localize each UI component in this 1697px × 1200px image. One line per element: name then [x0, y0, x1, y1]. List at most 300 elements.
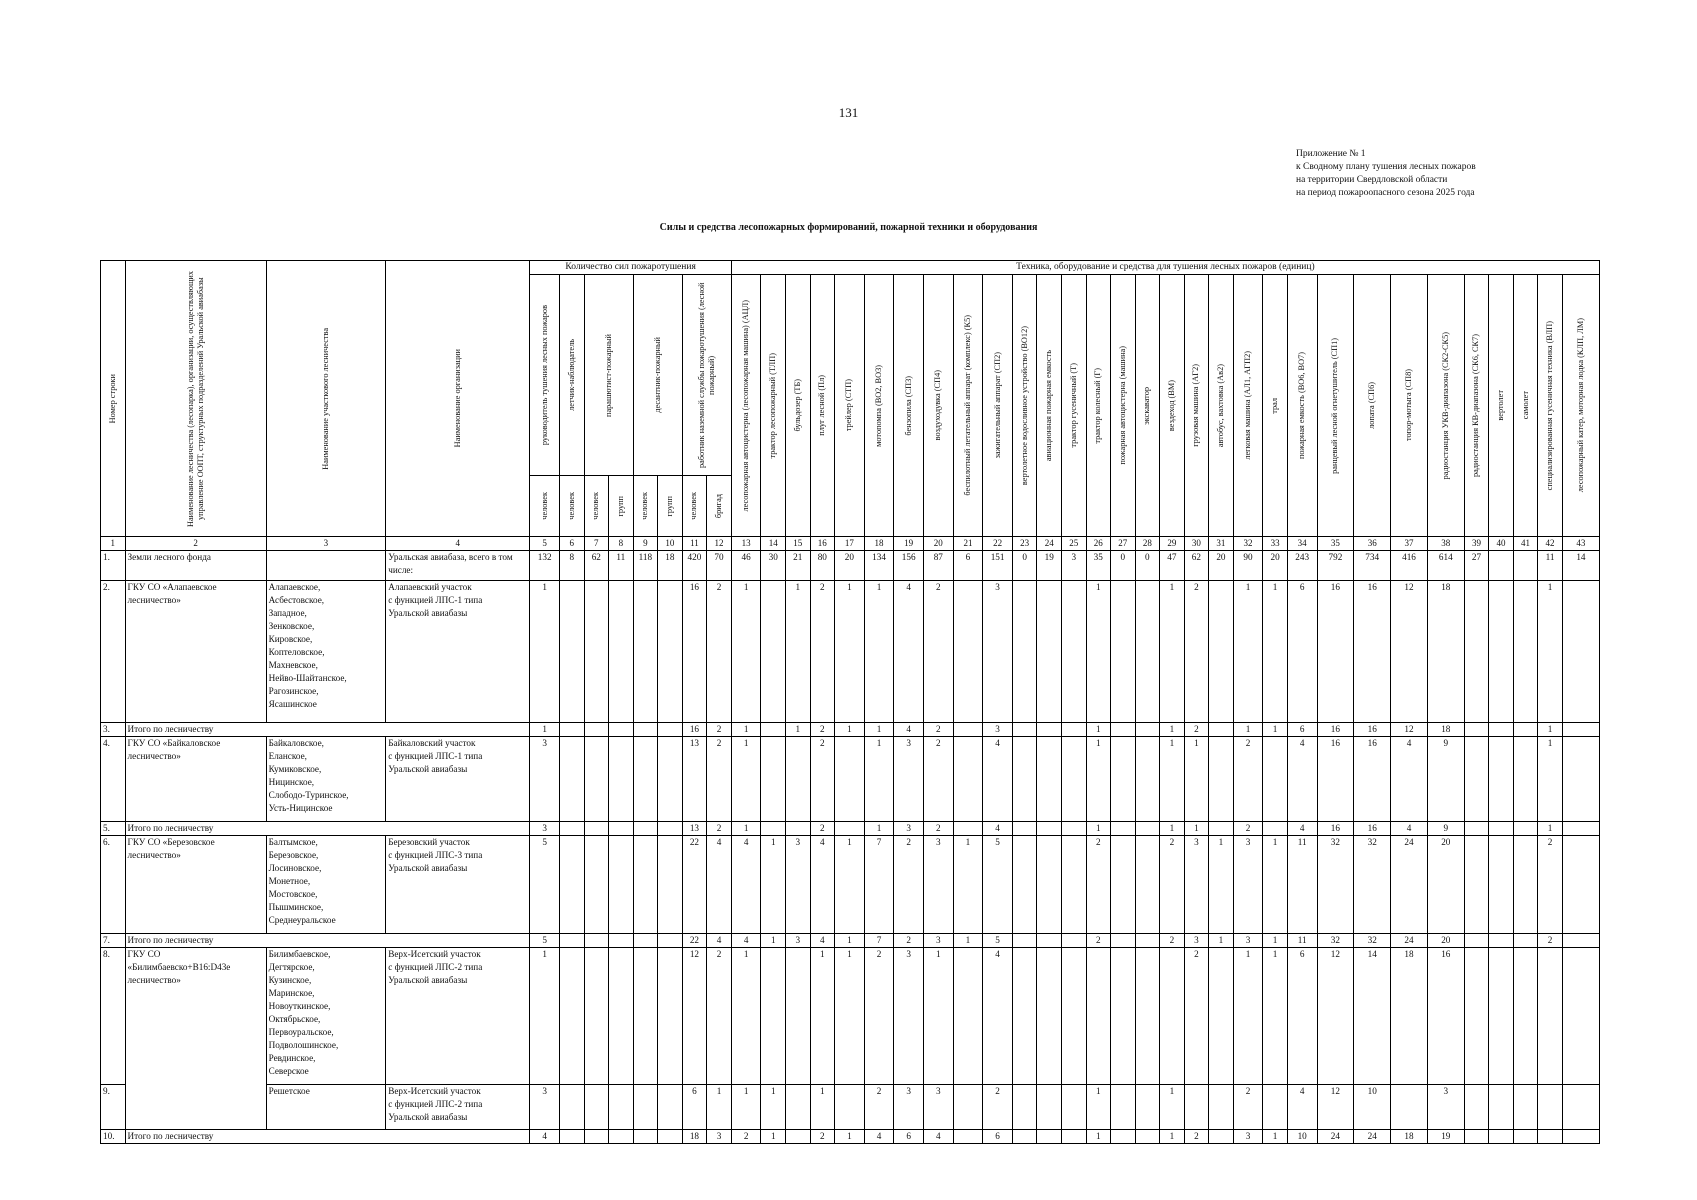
- value-cell: [1538, 948, 1563, 1085]
- column-index: 22: [983, 537, 1013, 551]
- header-unit: [682, 476, 707, 537]
- column-index: 9: [633, 537, 658, 551]
- value-cell: 1: [1209, 836, 1234, 934]
- value-cell: [786, 822, 811, 836]
- value-cell: [1562, 1130, 1599, 1144]
- value-cell: 1: [1538, 581, 1563, 723]
- value-cell: [1012, 1085, 1037, 1130]
- column-index: 34: [1287, 537, 1317, 551]
- value-cell: 2: [864, 1085, 894, 1130]
- value-cell: [609, 948, 634, 1085]
- value-cell: 16: [1317, 822, 1354, 836]
- value-cell: 13: [682, 822, 707, 836]
- value-cell: 16: [1317, 581, 1354, 723]
- value-cell: 3: [786, 934, 811, 948]
- value-cell: [1209, 581, 1234, 723]
- value-cell: 1: [1086, 822, 1111, 836]
- header-text: зажигательный аппарат (СП2): [992, 352, 1002, 459]
- value-cell: [1538, 1130, 1563, 1144]
- column-index: 11: [682, 537, 707, 551]
- header-unit: [560, 476, 585, 537]
- total-row: [101, 723, 1600, 737]
- column-index: 32: [1233, 537, 1263, 551]
- header-text: бригад: [714, 493, 723, 519]
- value-cell: 3: [1233, 934, 1263, 948]
- value-cell: 1: [835, 723, 865, 737]
- value-cell: 13: [682, 737, 707, 822]
- value-cell: 4: [707, 836, 732, 934]
- value-cell: 7: [864, 836, 894, 934]
- total-row: [101, 934, 1600, 948]
- value-cell: [953, 1085, 983, 1130]
- header-row: [101, 261, 1600, 275]
- value-cell: 6: [894, 1130, 924, 1144]
- value-cell: [1464, 934, 1489, 948]
- value-cell: 2: [810, 737, 835, 822]
- value-cell: [560, 723, 585, 737]
- value-cell: [1012, 723, 1037, 737]
- district-name: [266, 551, 386, 581]
- column-index: 12: [707, 537, 732, 551]
- column-index: 25: [1061, 537, 1086, 551]
- appendix-line: к Сводному плану тушения лесных пожаров: [1296, 162, 1476, 172]
- value-cell: 4: [864, 1130, 894, 1144]
- row-number: 8.: [101, 948, 126, 1085]
- header-organization: [386, 261, 530, 537]
- value-cell: [1037, 581, 1062, 723]
- value-cell: 156: [894, 551, 924, 581]
- header-unit: [633, 476, 658, 537]
- value-cell: [1135, 822, 1160, 836]
- value-cell: 1: [810, 1085, 835, 1130]
- value-cell: [1513, 551, 1538, 581]
- header-text: руководитель тушения лесных пожаров: [539, 304, 549, 446]
- header-text: бульдозер (ТБ): [792, 379, 802, 432]
- value-cell: [560, 1085, 585, 1130]
- district-name: Алапаевское, Асбестовское, Западное, Зенковское, Кировское, Коптеловское, Махневское, Нейво-Шайтанское, Рагозинское, Ясашинское: [266, 581, 386, 723]
- value-cell: 1: [1160, 1085, 1185, 1130]
- value-cell: [761, 581, 786, 723]
- column-index: 13: [731, 537, 761, 551]
- value-cell: 6: [1287, 723, 1317, 737]
- value-cell: 3: [786, 836, 811, 934]
- value-cell: 4: [894, 581, 924, 723]
- value-cell: 32: [1317, 934, 1354, 948]
- value-cell: 9: [1427, 737, 1464, 822]
- value-cell: [1061, 723, 1086, 737]
- value-cell: 2: [1233, 822, 1263, 836]
- column-index: 20: [923, 537, 953, 551]
- row-number: 9.: [101, 1085, 126, 1130]
- value-cell: [609, 1130, 634, 1144]
- value-cell: 2: [810, 822, 835, 836]
- value-cell: [584, 737, 609, 822]
- value-cell: [1111, 581, 1136, 723]
- value-cell: 32: [1354, 934, 1391, 948]
- value-cell: [1135, 836, 1160, 934]
- value-cell: 4: [1287, 737, 1317, 822]
- value-cell: [1513, 836, 1538, 934]
- header-equipment-13: [1061, 275, 1086, 537]
- header-text: топор-мотыга (СП8): [1403, 369, 1413, 442]
- value-cell: [1263, 822, 1288, 836]
- value-cell: 1: [1086, 737, 1111, 822]
- value-cell: 243: [1287, 551, 1317, 581]
- header-text: трактор гусеничный (Т): [1068, 363, 1078, 448]
- district-name: Билимбаевское, Дегтярское, Кузинское, Маринское, Новоуткинское, Октябрьское, Первоуральское, Подволошинское, Ревдинское, Северское: [266, 948, 386, 1085]
- value-cell: [1160, 948, 1185, 1085]
- value-cell: 20: [835, 551, 865, 581]
- value-cell: 6: [1287, 948, 1317, 1085]
- value-cell: [1135, 723, 1160, 737]
- value-cell: 3: [530, 737, 560, 822]
- value-cell: [1562, 934, 1599, 948]
- value-cell: 2: [810, 581, 835, 723]
- value-cell: 2: [894, 934, 924, 948]
- header-text: пожарная емкость (ВО6, ВО7): [1297, 351, 1307, 460]
- value-cell: 2: [731, 1130, 761, 1144]
- total-row: [101, 822, 1600, 836]
- value-cell: [1489, 737, 1514, 822]
- value-cell: [786, 1130, 811, 1144]
- value-cell: 3: [894, 822, 924, 836]
- header-forces-group: Количество сил пожаротушения: [530, 261, 731, 275]
- value-cell: [761, 948, 786, 1085]
- value-cell: 1: [731, 948, 761, 1085]
- value-cell: [1489, 836, 1514, 934]
- header-equipment-22: [1287, 275, 1317, 537]
- organization-name: Уральская авиабаза, всего в том числе:: [386, 551, 530, 581]
- header-text: трейлер (СТП): [844, 379, 854, 432]
- value-cell: 1: [530, 723, 560, 737]
- header-equipment-17: [1160, 275, 1185, 537]
- value-cell: [1135, 934, 1160, 948]
- column-index: 33: [1263, 537, 1288, 551]
- value-cell: [1209, 948, 1234, 1085]
- value-cell: [633, 822, 658, 836]
- value-cell: [1111, 723, 1136, 737]
- value-cell: 6: [983, 1130, 1013, 1144]
- header-text: Наименование участкового лесничества: [320, 327, 330, 470]
- header-text: мотопомпа (ВО2, ВО3): [874, 364, 884, 447]
- value-cell: 90: [1233, 551, 1263, 581]
- value-cell: 1: [731, 822, 761, 836]
- value-cell: [1111, 1130, 1136, 1144]
- column-index: 39: [1464, 537, 1489, 551]
- value-cell: 4: [983, 737, 1013, 822]
- header-text: трал: [1270, 397, 1280, 414]
- row-number: 1.: [101, 551, 126, 581]
- value-cell: [633, 836, 658, 934]
- document-title: Силы и средства лесопожарных формирований, пожарной техники и оборудования: [659, 222, 1038, 233]
- value-cell: [1012, 934, 1037, 948]
- column-index: 1: [101, 537, 126, 551]
- header-equipment-9: [953, 275, 983, 537]
- value-cell: [584, 822, 609, 836]
- value-cell: 3: [894, 1085, 924, 1130]
- value-cell: [633, 737, 658, 822]
- value-cell: [633, 934, 658, 948]
- value-cell: [953, 822, 983, 836]
- value-cell: 1: [786, 581, 811, 723]
- value-cell: [1061, 737, 1086, 822]
- value-cell: 1: [1160, 737, 1185, 822]
- value-cell: [584, 948, 609, 1085]
- value-cell: [1061, 836, 1086, 934]
- header-equipment-11: [1012, 275, 1037, 537]
- value-cell: 16: [1354, 737, 1391, 822]
- value-cell: 1: [731, 723, 761, 737]
- value-cell: 3: [530, 822, 560, 836]
- value-cell: [584, 723, 609, 737]
- forestry-name: Земли лесного фонда: [125, 551, 266, 581]
- value-cell: 2: [1538, 934, 1563, 948]
- header-text: человек: [566, 492, 576, 520]
- header-text: парашютист-пожарный: [603, 333, 613, 417]
- value-cell: 420: [682, 551, 707, 581]
- organization-name: Алапаевский участок с функцией ЛПС-1 типа Уральской авиабазы: [386, 581, 530, 723]
- column-index: 38: [1427, 537, 1464, 551]
- value-cell: 19: [1427, 1130, 1464, 1144]
- value-cell: 3: [923, 1085, 953, 1130]
- header-text: работник наземной службы пожаротушения (лесной пожарный): [696, 282, 716, 468]
- header-text: пожарная автоцистерна (машина): [1117, 346, 1127, 465]
- column-index: 35: [1317, 537, 1354, 551]
- value-cell: [633, 1130, 658, 1144]
- forestry-name: ГКУ СО «Билимбаевско+B16:D43е лесничество»: [125, 948, 266, 1130]
- column-index: 27: [1111, 537, 1136, 551]
- value-cell: 2: [1233, 737, 1263, 822]
- value-cell: 2: [923, 581, 953, 723]
- value-cell: 22: [682, 836, 707, 934]
- value-cell: 1: [1184, 737, 1209, 822]
- value-cell: 1: [1263, 723, 1288, 737]
- value-cell: 4: [731, 836, 761, 934]
- column-index: 28: [1135, 537, 1160, 551]
- column-index: 29: [1160, 537, 1185, 551]
- row-number: 6.: [101, 836, 126, 934]
- value-cell: 4: [983, 948, 1013, 1085]
- header-force-3: [584, 275, 633, 476]
- value-cell: 1: [1160, 1130, 1185, 1144]
- value-cell: [1111, 822, 1136, 836]
- value-cell: [1538, 1085, 1563, 1130]
- value-cell: 1: [1233, 723, 1263, 737]
- value-cell: 1: [1160, 822, 1185, 836]
- value-cell: 14: [1562, 551, 1599, 581]
- header-text: бензопила (СП3): [903, 375, 913, 436]
- value-cell: [1061, 948, 1086, 1085]
- value-cell: 20: [1427, 934, 1464, 948]
- value-cell: 1: [1233, 581, 1263, 723]
- value-cell: [1061, 581, 1086, 723]
- value-cell: 2: [707, 948, 732, 1085]
- value-cell: 47: [1160, 551, 1185, 581]
- value-cell: [1037, 1085, 1062, 1130]
- value-cell: 16: [682, 581, 707, 723]
- value-cell: 20: [1427, 836, 1464, 934]
- value-cell: 1: [1538, 723, 1563, 737]
- value-cell: [1012, 836, 1037, 934]
- value-cell: [633, 723, 658, 737]
- value-cell: [761, 822, 786, 836]
- value-cell: [1086, 948, 1111, 1085]
- value-cell: 1: [1160, 723, 1185, 737]
- value-cell: 2: [1160, 836, 1185, 934]
- value-cell: 1: [835, 836, 865, 934]
- value-cell: [1562, 581, 1599, 723]
- column-index: 23: [1012, 537, 1037, 551]
- value-cell: 2: [1160, 934, 1185, 948]
- table-row: [101, 737, 1600, 822]
- value-cell: 16: [1317, 737, 1354, 822]
- header-equipment-3: [786, 275, 811, 537]
- header-text: авиационная пожарная емкость: [1044, 349, 1054, 462]
- column-index: 21: [953, 537, 983, 551]
- column-index: 31: [1209, 537, 1234, 551]
- column-index-row: [101, 537, 1600, 551]
- value-cell: 2: [1184, 1130, 1209, 1144]
- value-cell: 3: [1061, 551, 1086, 581]
- table-row: [101, 948, 1600, 1085]
- value-cell: 2: [707, 581, 732, 723]
- appendix-line: на территории Свердловской области: [1296, 175, 1448, 185]
- table-row: [101, 551, 1600, 581]
- value-cell: [1061, 822, 1086, 836]
- value-cell: 792: [1317, 551, 1354, 581]
- header-text: Наименование лесничества (лесопарка), организации, осуществляющих управление ООПТ, структурных подразделений Уральской авиабазы: [185, 270, 205, 527]
- value-cell: 3: [707, 1130, 732, 1144]
- value-cell: 3: [530, 1085, 560, 1130]
- value-cell: [1464, 822, 1489, 836]
- value-cell: 11: [1287, 836, 1317, 934]
- value-cell: 1: [1086, 723, 1111, 737]
- value-cell: 1: [1538, 822, 1563, 836]
- value-cell: 2: [707, 822, 732, 836]
- header-row-number: [101, 261, 126, 537]
- header-equipment-19: [1209, 275, 1234, 537]
- value-cell: 4: [983, 822, 1013, 836]
- value-cell: [1513, 723, 1538, 737]
- value-cell: 4: [894, 723, 924, 737]
- value-cell: [560, 948, 585, 1085]
- row-number: 10.: [101, 1130, 126, 1144]
- header-equipment-14: [1086, 275, 1111, 537]
- header-equipment-31: [1562, 275, 1599, 537]
- value-cell: 16: [1427, 948, 1464, 1085]
- value-cell: 2: [1184, 581, 1209, 723]
- value-cell: [1489, 934, 1514, 948]
- value-cell: [1489, 581, 1514, 723]
- header-text: вездеход (ВМ): [1166, 379, 1176, 432]
- value-cell: 132: [530, 551, 560, 581]
- value-cell: [1209, 1130, 1234, 1144]
- value-cell: 4: [530, 1130, 560, 1144]
- page-number: 131: [838, 105, 859, 120]
- value-cell: 1: [864, 581, 894, 723]
- organization-name: Байкаловский участок с функцией ЛПС-1 типа Уральской авиабазы: [386, 737, 530, 822]
- value-cell: 1: [1263, 836, 1288, 934]
- value-cell: [1464, 723, 1489, 737]
- value-cell: 1: [835, 934, 865, 948]
- value-cell: 70: [707, 551, 732, 581]
- value-cell: 35: [1086, 551, 1111, 581]
- column-index: 40: [1489, 537, 1514, 551]
- value-cell: 1: [864, 723, 894, 737]
- row-number: 3.: [101, 723, 126, 737]
- header-equipment-2: [761, 275, 786, 537]
- value-cell: 4: [707, 934, 732, 948]
- value-cell: 19: [1037, 551, 1062, 581]
- total-label: Итого по лесничеству: [125, 822, 530, 836]
- value-cell: [835, 822, 865, 836]
- value-cell: [584, 934, 609, 948]
- value-cell: [1489, 723, 1514, 737]
- header-text: грузовая машина (АГ2): [1191, 364, 1201, 447]
- value-cell: [1111, 948, 1136, 1085]
- value-cell: 1: [731, 1085, 761, 1130]
- value-cell: [1562, 822, 1599, 836]
- value-cell: [1562, 723, 1599, 737]
- value-cell: [560, 836, 585, 934]
- value-cell: 1: [1263, 581, 1288, 723]
- value-cell: [609, 723, 634, 737]
- value-cell: 1: [1538, 737, 1563, 822]
- value-cell: 2: [923, 737, 953, 822]
- header-text: человек: [640, 492, 650, 520]
- value-cell: 4: [1391, 822, 1428, 836]
- value-cell: 4: [923, 1130, 953, 1144]
- header-text: вертолетное водосливное устройство (ВО12): [1019, 325, 1029, 486]
- value-cell: [761, 723, 786, 737]
- header-text: плуг лесной (Пл): [817, 375, 827, 436]
- value-cell: [1135, 1130, 1160, 1144]
- appendix-note: [1296, 148, 1476, 200]
- value-cell: 4: [731, 934, 761, 948]
- header-text: человек: [689, 492, 699, 520]
- value-cell: 1: [530, 581, 560, 723]
- total-label: Итого по лесничеству: [125, 934, 530, 948]
- value-cell: [761, 737, 786, 822]
- value-cell: 30: [761, 551, 786, 581]
- value-cell: 2: [707, 737, 732, 822]
- value-cell: 1: [1086, 581, 1111, 723]
- header-equipment-21: [1263, 275, 1288, 537]
- value-cell: [1489, 551, 1514, 581]
- value-cell: 46: [731, 551, 761, 581]
- value-cell: 6: [682, 1085, 707, 1130]
- value-cell: [1037, 934, 1062, 948]
- header-unit: [530, 476, 560, 537]
- header-force-5: [682, 275, 731, 476]
- header-equipment-26: [1427, 275, 1464, 537]
- value-cell: [1464, 581, 1489, 723]
- value-cell: [1135, 737, 1160, 822]
- value-cell: [1263, 1085, 1288, 1130]
- value-cell: 18: [1427, 581, 1464, 723]
- value-cell: 32: [1354, 836, 1391, 934]
- value-cell: [1111, 737, 1136, 822]
- header-equipment-15: [1111, 275, 1136, 537]
- value-cell: 2: [810, 723, 835, 737]
- column-index: 24: [1037, 537, 1062, 551]
- value-cell: 6: [953, 551, 983, 581]
- value-cell: 20: [1209, 551, 1234, 581]
- header-equipment-28: [1489, 275, 1514, 537]
- value-cell: [1037, 948, 1062, 1085]
- value-cell: 151: [983, 551, 1013, 581]
- column-index: 19: [894, 537, 924, 551]
